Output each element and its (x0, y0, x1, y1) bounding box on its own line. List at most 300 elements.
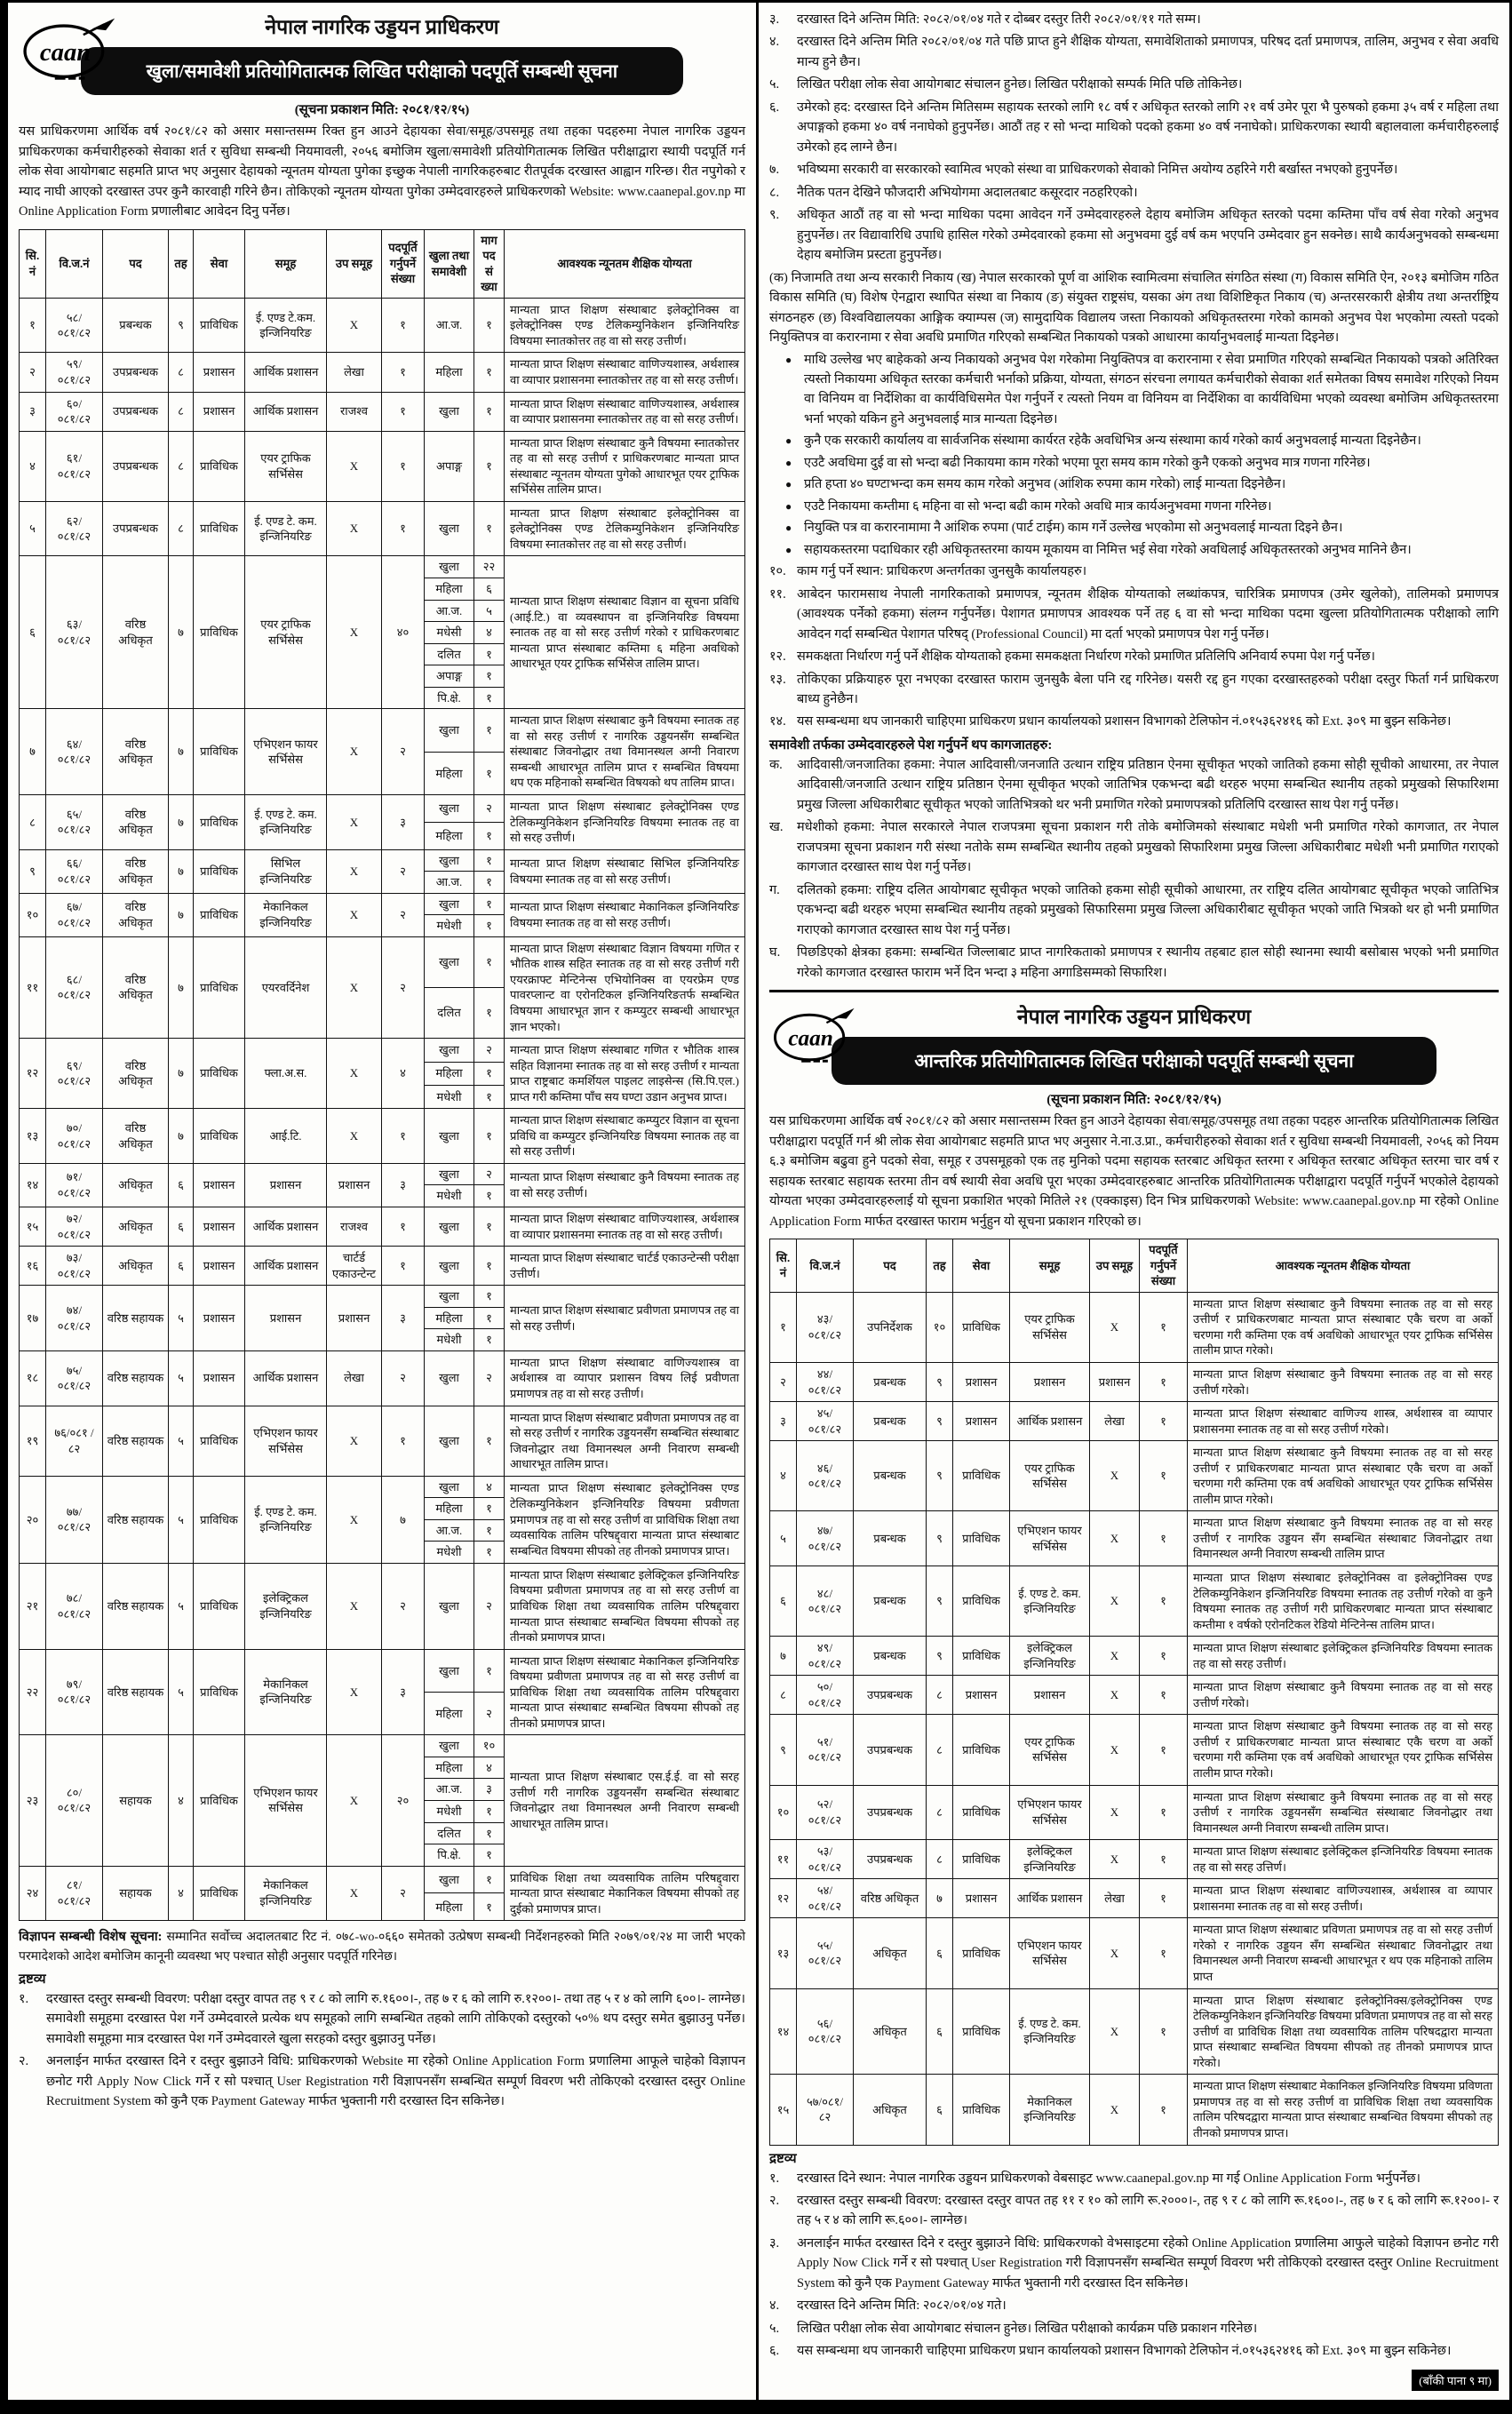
quota-count-cell: १ (474, 1207, 505, 1247)
subgroup-cell: लेखा (327, 353, 382, 392)
qualification-cell: मान्यता प्राप्त शिक्षण संस्थाबाट वाणिज्यशास्त्र, अर्थशास्त्र वा व्यापार प्रशासनमा स्नातक तह वा सो सरह उत्तीर्ण। (505, 1207, 745, 1247)
level-cell: ७ (927, 1879, 953, 1918)
note-item (769, 75, 1499, 94)
total-cell: १ (1140, 1879, 1188, 1918)
post-cell: वरिष्ठ अधिकृत (103, 709, 169, 795)
qualification-cell: मान्यता प्राप्त शिक्षण संस्थाबाट वाणिज्यशास्त्र वा अर्थशास्त्र वा व्यापार प्रशासन विषय लिई प्रवीणता प्रमाणपत्र तह वा सो सरह उत्तीर्ण। (505, 1350, 745, 1406)
group-cell: एभिएशन फायर सर्भिसेस (1010, 1511, 1090, 1566)
quota-count-cell: १ (474, 665, 505, 688)
total-cell: ४ (382, 1039, 425, 1109)
level-cell: ७ (169, 1109, 194, 1164)
org-name: नेपाल नागरिक उड्डयन प्राधिकरण (265, 16, 499, 38)
advert-no-cell: ४५/ ०८१/८२ (797, 1402, 854, 1441)
special-notice-text: सम्मानित सर्वोच्च अदालतबाट रिट नं. ०७८-wo-०६६० समेतको उत्प्रेषण सम्बन्धी निर्देशनहरुको मिति २०७९/०१/२४ मा जारी भएको परमादेशको आदेश बमोजिम कानूनी व्यवस्था भए पश्चात सोही अनुसार पदपूर्ति गरिनेछ। (19, 1931, 745, 1964)
level-cell: ९ (927, 1362, 953, 1401)
level-cell: ६ (169, 1163, 194, 1207)
service-cell: प्राविधिक (953, 1566, 1010, 1637)
sn-cell: २३ (20, 1735, 46, 1866)
level-cell: ७ (169, 709, 194, 795)
experience-bullets (769, 350, 1499, 561)
sn-cell: ११ (770, 1840, 797, 1879)
level-cell: ४ (169, 1735, 194, 1866)
level-cell: १० (927, 1292, 953, 1362)
total-cell: १ (1140, 1511, 1188, 1566)
total-cell: २ (382, 849, 425, 893)
note-number: १२. (769, 649, 786, 665)
qualification-cell: मान्यता प्राप्त शिक्षण संस्थाबाट कुनै विषयमा स्नातक तह वा सो सरह उत्तीर्ण र प्राधिकरणबाट मान्यता प्राप्त संस्थाबाट एकै चरण वा अर्को चरणमा गरी कम्तिमा एक वर्ष अवधिको आधारभूत एयर ट्राफिक सर्भिसेस तालीम प्राप्त गरेको। (1188, 1292, 1499, 1362)
column-header: पदपूर्ति गर्नुपर्ने संख्या (1140, 1239, 1188, 1293)
note-text: दरखास्त दिने अन्तिम मिति २०८२/०१/०४ गते पछि प्राप्त हुने शैक्षिक योग्यता, समावेशिताको प्रमाणपत्र, परिषद दर्ता प्रमाणपत्र, तालिम, अनुभव र सेवा अवधि मान्य हुने छैन। (797, 35, 1499, 69)
service-cell: प्राविधिक (194, 431, 245, 501)
sn-cell: १८ (20, 1350, 46, 1406)
subgroup-cell: X (327, 1039, 382, 1109)
subgroup-cell: X (1090, 1637, 1140, 1676)
quota-category-cell: आ.ज. (425, 872, 474, 894)
quota-category-cell: आ.ज. (425, 600, 474, 622)
level-cell: ५ (169, 1286, 194, 1351)
qualification-cell: मान्यता प्राप्त शिक्षण संस्थाबाट इलेक्ट्रोनिक्स वा इलेक्ट्रोनिक्स एण्ड टेलिकम्युनिकेशन इन्जिनियरिङ विषयमा स्नातकोत्तर तह वा सो सरह उत्तीर्ण। (505, 501, 745, 556)
vacancy-row (20, 1109, 745, 1164)
post-cell: प्रबन्धक (854, 1566, 927, 1637)
total-cell: ३ (382, 795, 425, 850)
service-cell: प्राविधिक (194, 849, 245, 893)
total-cell: १ (382, 431, 425, 501)
quota-category-cell: पि.क्षे. (425, 1844, 474, 1867)
qualification-cell: प्राविधिक शिक्षा तथा व्यवसायिक तालिम परिषद्द्वारा मान्यता प्राप्त संस्थाबाट मेकानिकल विषयमा सीपको तह दुईको प्रमाणपत्र प्राप्त। (505, 1866, 745, 1921)
org-name: नेपाल नागरिक उड्डयन प्राधिकरण (1016, 1006, 1252, 1029)
quota-count-cell: १ (474, 709, 505, 752)
note-item (769, 32, 1499, 72)
group-cell: ई. एण्ड टे. कम. इन्जिनियरिङ (245, 795, 327, 850)
caan-logo (20, 12, 125, 88)
advert-no-cell: ५६/ ०८१/८२ (797, 1988, 854, 2075)
qualification-cell: मान्यता प्राप्त शिक्षण संस्थाबाट कुनै विषयमा स्नातक तह वा सो सरह उत्तीर्ण गरेको। (1188, 1362, 1499, 1401)
quota-category-cell: मधेशी (425, 1329, 474, 1351)
quota-category-cell: खुला (425, 1563, 474, 1649)
advert-no-cell: ७१/ ०८१/८२ (46, 1163, 103, 1207)
vacancy-row (20, 936, 745, 987)
quota-category-cell: खुला (425, 392, 474, 431)
advert-no-cell: ६६/ ०८१/८२ (46, 849, 103, 893)
total-cell: २ (382, 709, 425, 795)
note-text: दरखास्त दिने स्थान: नेपाल नागरिक उड्डयन प्राधिकरणको वेबसाइट www.caanepal.gov.np मा गई Online Application Form भर्नुपर्नेछ। (797, 2171, 1421, 2186)
internal-notice (769, 990, 1499, 2387)
internal-notice-notes (769, 2169, 1499, 2362)
service-cell: प्राविधिक (953, 1715, 1010, 1785)
experience-bullet (785, 453, 1499, 473)
level-cell: ९ (927, 1511, 953, 1566)
advert-no-cell: ४३/ ०८१/८२ (797, 1292, 854, 1362)
group-cell: मेकानिकल इन्जिनियरिङ (245, 893, 327, 936)
advert-no-cell: ७४/ ०८१/८२ (46, 1286, 103, 1351)
quota-count-cell: ६ (474, 578, 505, 600)
quota-count-cell: २ (474, 1692, 505, 1734)
column-header: पद (103, 229, 169, 298)
note-item (769, 183, 1499, 203)
quota-count-cell: १ (474, 643, 505, 665)
qualification-cell: मान्यता प्राप्त शिक्षण संस्थाबाट वाणिज्यशास्त्र, अर्थशास्त्र वा व्यापार प्रशासनमा स्नातक तह वा सो सरह उत्तीर्ण। (1188, 1879, 1499, 1918)
total-cell: १ (382, 353, 425, 392)
level-cell: ५ (169, 1563, 194, 1649)
sn-cell: २२ (20, 1649, 46, 1735)
total-cell: १ (1140, 1362, 1188, 1401)
sn-cell: १९ (20, 1406, 46, 1476)
total-cell: १ (1140, 1840, 1188, 1879)
advert-no-cell: ४७/ ०८१/८२ (797, 1511, 854, 1566)
advert-no-cell: ६३/ ०८१/८२ (46, 556, 103, 709)
subgroup-cell: X (327, 501, 382, 556)
subgroup-cell: X (327, 1406, 382, 1476)
vacancy-row (20, 795, 745, 823)
post-cell: प्रबन्धक (854, 1637, 927, 1676)
inclusive-docs-items (769, 755, 1499, 983)
qualification-cell: मान्यता प्राप्त शिक्षण संस्थाबाट विज्ञान विषयमा गणित र भौतिक शास्त्र सहित स्नातक तह वा सो सरह उत्तीर्ण गरी एयरक्राफ्ट मेन्टिनेन्स एभियोनिक्स वा एयरफ्रेम एण्ड पावरप्लान्ट वा एरोनटिकल इन्जिनियरिङतर्फ सम्बन्धित विषयमा आधारभूत ज्ञान र कम्प्युटर सम्बन्धी आधारभूत ज्ञान भएको। (505, 936, 745, 1038)
sn-cell: १५ (20, 1207, 46, 1247)
general-notes (769, 10, 1499, 266)
quota-count-cell: १ (474, 1307, 505, 1329)
post-cell: उपप्रबन्धक (854, 1715, 927, 1785)
sn-cell: १३ (770, 1918, 797, 1988)
total-cell: १ (382, 501, 425, 556)
subgroup-cell: X (327, 1735, 382, 1866)
total-cell: १ (1140, 1402, 1188, 1441)
subgroup-cell: चार्टर्ड एकाउन्टेन्ट (327, 1247, 382, 1286)
subgroup-cell: X (1090, 1511, 1140, 1566)
note-text: दरखास्त दिने अन्तिम मिति: २०८२/०१/०४ गते। (797, 2298, 1007, 2314)
service-cell: प्राविधिक (953, 2075, 1010, 2145)
bullet-text: एउटै निकायमा कम्तीमा ६ महिना वा सो भन्दा बढी काम गरेको अवधि मात्र कार्यअनुभवमा गणना गरिनेछ। (804, 498, 1272, 514)
quota-count-cell: ४ (474, 1476, 505, 1498)
quota-category-cell: महिला (425, 1307, 474, 1329)
note-number: ७. (769, 163, 780, 178)
sn-cell: ३ (770, 1402, 797, 1441)
note-number: ख. (769, 820, 784, 835)
service-cell: प्रशासन (194, 1247, 245, 1286)
note-item (769, 98, 1499, 157)
post-cell: सहायक (103, 1866, 169, 1921)
service-cell: प्राविधिक (194, 893, 245, 936)
qualification-cell: मान्यता प्राप्त शिक्षण संस्थाबाट एस.ई.ई. वा सो सरह उत्तीर्ण गरी नागरिक उड्डयनसँग सम्बन्धित संस्थाबाट जिवनोद्धार तथा विमानस्थल अग्नी निवारण सम्बन्धी आधारभूत तालिम प्राप्त। (505, 1735, 745, 1866)
note-text: अनलाईन मार्फत दरखास्त दिने र दस्तुर बुझाउने विधि: प्राधिकरणको वेभसाइटमा रहेको Online Application प्रणालिमा आफुले चाहेको विज्ञापन छनोट गरी Apply Now Click गर्ने र सो पश्चात् User Registration गरी विज्ञापनसँग सम्बन्धित सम्पूर्ण विवरण भरी तोकिएको दरखास्त दस्तुर Online Recruitment System को कुनै एक Payment Gateway मार्फत भुक्तानी गरी दरखास्त दिन सकिनेछ। (797, 2235, 1499, 2291)
quota-category-cell: खुला (425, 709, 474, 752)
vacancy-row (770, 1292, 1499, 1362)
quota-category-cell: खुला (425, 795, 474, 823)
quota-count-cell: १ (474, 353, 505, 392)
quota-count-cell: १ (474, 1085, 505, 1108)
subgroup-cell: लेखा (1090, 1402, 1140, 1441)
note-text: यस सम्बन्धमा थप जानकारी चाहिएमा प्राधिकरण प्रधान कार्यालयको प्रशासन विभागको टेलिफोन नं.०१५३६२४१६ को Ext. ३०९ मा बुझ्न सकिनेछ। (797, 2344, 1452, 2359)
subgroup-cell: X (1090, 1715, 1140, 1785)
total-cell: १ (1140, 1441, 1188, 1511)
vacancy-row (20, 298, 745, 353)
group-cell: मेकानिकल इन्जिनियरिङ (1010, 2075, 1090, 2145)
vacancy-row (20, 556, 745, 578)
note-number: ३. (769, 12, 780, 27)
qualification-cell: मान्यता प्राप्त शिक्षण संस्थाबाट मेकानिकल इन्जिनियरिङ विषयमा प्रविणता प्रमाणपत्र तह वा सो सरह उत्तीर्ण वा प्राविधिक शिक्षा तथा व्यवसायिक तालिम परिषदद्वारा मान्यता प्राप्त संस्थाबाट सम्बन्धित विषयमा सीपको तह तीनको प्रमाणपत्र प्राप्त। (1188, 2075, 1499, 2145)
service-cell: प्राविधिक (953, 1511, 1010, 1566)
total-cell: १ (1140, 1676, 1188, 1715)
note-number: ५. (769, 77, 780, 92)
quota-category-cell: खुला (425, 1286, 474, 1308)
advert-no-cell: ७८/ ०८१/८२ (46, 1563, 103, 1649)
level-cell: ८ (927, 1785, 953, 1840)
note-text: लिखित परीक्षा लोक सेवा आयोगबाट संचालन हुनेछ। लिखित परीक्षाको कार्यक्रम पछि प्रकाशन गरिनेछ। (797, 2321, 1258, 2336)
total-cell: १ (1140, 1918, 1188, 1988)
note-number: क. (769, 757, 783, 772)
service-cell: प्राविधिक (194, 556, 245, 709)
level-cell: ८ (169, 501, 194, 556)
note-text: आबेदन फारामसाथ नेपाली नागरिकताको प्रमाणपत्र, न्यूनतम शैक्षिक योग्यताको लब्धांकपत्र, चारित्रिक प्रमाणपत्र (उमेर खुलेको), तालिमको प्रमाणपत्र (आवश्यक पर्नेको हकमा) संलग्न गर्नुपर्नेछ। पेशागत प्रमाणपत्र आवश्यक पर्ने तह ६ वा सो भन्दा माथिका पदमा खुल्ला प्रतियोगितात्मक परीक्षाको लागि आवेदन गर्दा सम्बन्धित पेशागत परिषद् (Professional Council) मा दर्ता भएको प्रमाणपत्र पेश गर्नु पर्नेछ। (797, 586, 1499, 641)
column-header: वि.ज.नं (797, 1239, 854, 1293)
note-item (19, 2052, 745, 2111)
sn-cell: १२ (20, 1039, 46, 1109)
sn-cell: ४ (20, 431, 46, 501)
special-notice-lead: विज्ञापन सम्बन्धी विशेष सूचना: (19, 1930, 163, 1945)
qualification-cell: मान्यता प्राप्त शिक्षण संस्थाबाट कुनै विषयमा स्नातक तह वा सो सरह उत्तीर्ण। (505, 1163, 745, 1207)
service-cell: प्राविधिक (953, 1918, 1010, 1988)
service-cell: प्राविधिक (194, 1039, 245, 1109)
quota-category-cell: खुला (425, 556, 474, 578)
open-vacancy-table (19, 229, 745, 1922)
sn-cell: १४ (20, 1163, 46, 1207)
level-cell: ७ (169, 556, 194, 709)
total-cell: १ (382, 1109, 425, 1164)
quota-count-cell: १ (474, 1286, 505, 1308)
post-cell: वरिष्ठ सहायक (103, 1350, 169, 1406)
bullet-text: कुनै एक सरकारी कार्यालय वा सार्वजनिक संस्थामा कार्यरत रहेकै अवधिभित्र अन्य संस्थामा कार्य गरेको कार्य अनुभवलाई मान्यता दिइनेछैन। (804, 434, 1421, 449)
total-cell: ३ (382, 1649, 425, 1735)
note-number: ग. (769, 882, 780, 897)
caan-logo (771, 1001, 863, 1071)
quota-category-cell: खुला (425, 1247, 474, 1286)
inclusive-doc-item (769, 880, 1499, 940)
bullet-text: माथि उल्लेख भए बाहेकको अन्य निकायको अनुभव पेश गरेकोमा नियुक्तिपत्र वा करारनामा र सेवा प्रमाणित गरिएको सम्बन्धित निकायको पत्रको अतिरिक्त त्यस्तो निकायमा अधिकृत स्तरका कर्मचारी भर्नाको प्रक्रिया, योग्यता, संगठन संरचना लगायत कर्मचारीको सेवाका शर्त समेतका विषय समावेश गरिएको नियम वा विनियम वा निर्देशिका वा कार्यविधिसमेत पेश गर्नुपर्ने र त्यस्तो नियम वा विनियम वा निर्देशिका वा कार्यविधिमा भएको व्यवस्था बमोजिम अधिकृतस्तरमा भर्ना भएको यकिन हुने अनुभवलाई मात्र मान्यता दिइनेछ। (804, 352, 1499, 426)
quota-count-cell: १ (474, 752, 505, 794)
sn-cell: ५ (770, 1511, 797, 1566)
qualification-cell: मान्यता प्राप्त शिक्षण संस्थाबाट मेकानिकल इन्जिनियरिङ विषयमा प्रवीणता प्रमाणपत्र तह वा सो सरह उत्तीर्ण वा प्राविधिक शिक्षा तथा व्यवसायिक तालिम परिषद्द्वारा मान्यता प्राप्त संस्थाबाट सम्बन्धित विषयमा सीपको तह तीनको प्रमाणपत्र प्राप्त। (505, 1649, 745, 1735)
post-cell: वरिष्ठ सहायक (103, 1649, 169, 1735)
quota-count-cell: १ (474, 849, 505, 872)
bullet-icon: ● (785, 353, 792, 366)
quota-category-cell: महिला (425, 578, 474, 600)
vacancy-row (770, 1441, 1499, 1511)
quota-count-cell: १ (474, 1542, 505, 1564)
quota-category-cell: खुला (425, 1207, 474, 1247)
subgroup-cell: X (327, 1866, 382, 1921)
subgroup-cell: X (327, 936, 382, 1038)
column-header: उप समूह (327, 229, 382, 298)
quota-category-cell: खुला (425, 1649, 474, 1692)
note-text: समकक्षता निर्धारण गर्नु पर्ने शैक्षिक योग्यताको हकमा समकक्षता निर्धारण गरेको प्रमाणित प्रतिलिपि अनिवार्य रुपमा पेश गर्नु पर्नेछ। (797, 649, 1376, 665)
post-cell: वरिष्ठ अधिकृत (103, 849, 169, 893)
group-cell: एभिएशन फायर सर्भिसेस (245, 1406, 327, 1476)
service-cell: प्राविधिक (953, 1637, 1010, 1676)
total-cell: ७ (382, 1476, 425, 1563)
quota-count-cell: १ (474, 1800, 505, 1822)
quota-category-cell: खुला (425, 1109, 474, 1164)
quota-category-cell: खुला (425, 849, 474, 872)
qualification-cell: मान्यता प्राप्त शिक्षण संस्थाबाट प्रविणता प्रमाणपत्र तह वा सो सरह उत्तीर्ण गरेको र नागरिक उड्डयन सँग सम्बन्धित संस्थाबाट जिवनोद्धार तथा विमानस्थल अग्नी निवारण सम्बन्धी आधारभूत र थप एक महिनाको तालिम प्राप्त (1188, 1918, 1499, 1988)
quota-category-cell: खुला (425, 1350, 474, 1406)
sn-cell: ८ (20, 795, 46, 850)
qualification-cell: मान्यता प्राप्त शिक्षण संस्थाबाट कम्प्युटर विज्ञान वा सूचना प्रविधि वा कम्प्युटर इन्जिनियरिङ विषयमा स्नातक तह वा सो सरह उत्तीर्ण। (505, 1109, 745, 1164)
note-text: दलितको हकमा: राष्ट्रिय दलित आयोगबाट सूचीकृत भएको जातिको हकमा सोही सूचीको आधारमा, तर राष्ट्रिय दलित आयोगबाट सूचीकृत भएको जातिभित्र एकभन्दा बढी थरहरु भएमा सम्बन्धित स्थानीय तहको प्रमुखको सिफारिसमा प्रमुख जिल्ला अधिकारीबाट सूचीकृत भएको जाति भित्रको थर हो भनी प्रमाणित गराएको कागजात दरखास्त साथ पेश गर्नु पर्नेछ। (797, 882, 1499, 937)
bullet-text: नियुक्ति पत्र वा करारनामामा नै आंशिक रुपमा (पार्ट टाईम) काम गर्ने उल्लेख भएकोमा सो अनुभवलाई मान्यता दिइने छैन। (804, 521, 1343, 536)
level-cell: ८ (169, 392, 194, 431)
service-cell: प्राविधिक (194, 1476, 245, 1563)
quota-count-cell: १ (474, 822, 505, 849)
subgroup-cell: प्रशासन (327, 1163, 382, 1207)
sn-cell: १ (20, 298, 46, 353)
note-item (769, 712, 1499, 731)
inclusive-doc-item (769, 755, 1499, 815)
advert-no-cell: ६७/ ०८१/८२ (46, 893, 103, 936)
sn-cell: २ (770, 1362, 797, 1401)
note-text: दरखास्त दस्तुर सम्बन्धी विवरण: दरखास्त दस्तुर वापत तह ११ र १० को लागि रू.२०००।-, तह ९ र ८ को लागि रू.१६००।-, तह ७ र ६ को लागि रू.१२००।- र तह ५ र ४ को लागि रू.६००।- लाग्नेछ। (797, 2193, 1499, 2228)
sn-cell: १४ (770, 1988, 797, 2075)
group-cell: ई. एण्ड टे. कम. इन्जिनियरिङ (1010, 1988, 1090, 2075)
sn-cell: ४ (770, 1441, 797, 1511)
advert-no-cell: ६४/ ०८१/८२ (46, 709, 103, 795)
subgroup-cell: लेखा (327, 1350, 382, 1406)
column-header: पदपूर्ति गर्नुपर्ने संख्या (382, 229, 425, 298)
vacancy-row (770, 1511, 1499, 1566)
service-cell: प्रशासन (953, 1879, 1010, 1918)
quota-category-cell: मधेशी (425, 915, 474, 937)
post-cell: वरिष्ठ सहायक (103, 1476, 169, 1563)
qualification-cell: मान्यता प्राप्त शिक्षण संस्थाबाट कुनै विषयमा स्नातक तह वा सो सरह उत्तीर्ण गरेको। (1188, 1676, 1499, 1715)
sn-cell: ११ (20, 936, 46, 1038)
vacancy-row (20, 1350, 745, 1406)
vacancy-row (20, 1476, 745, 1498)
qualification-cell: मान्यता प्राप्त शिक्षण संस्थाबाट इलेक्ट्रोनिक्स वा इलेक्ट्रोनिक्स एण्ड टेलिकम्युनिकेशन इन्जिनियरिङ विषयमा स्नातकोत्तर तह वा सो सरह उत्तीर्ण। (505, 298, 745, 353)
quota-count-cell: २ (474, 1350, 505, 1406)
service-cell: प्राविधिक (953, 1988, 1010, 2075)
total-cell: १ (382, 298, 425, 353)
advert-no-cell: ७३/ ०८१/८२ (46, 1247, 103, 1286)
note-text: मधेशीको हकमा: नेपाल सरकारले नेपाल राजपत्रमा सूचना प्रकाशन गरी तोके बमोजिमको संस्थाबाट मधेशी भनी प्रमाणित गरेको कागजात, तर नेपाल राजपत्रमा सूचना प्रकाशन गरी संस्था नतोके सम्म सम्बन्धित स्थानीय तहको प्रमुखको सिफारिशमा प्रमुख जिल्ला अधिकारीबाट मधेशी भनी प्रमाणित गराएको कागजात दरखास्त साथ पेश गर्नु पर्नेछ। (797, 820, 1499, 875)
advert-no-cell: ५८/ ०८१/८२ (46, 298, 103, 353)
level-cell: ८ (169, 353, 194, 392)
bullet-icon: ● (785, 478, 792, 491)
qualification-cell: मान्यता प्राप्त शिक्षण संस्थाबाट सिभिल इन्जिनियरिङ विषयमा स्नातक तह वा सो सरह उत्तीर्ण। (505, 849, 745, 893)
post-cell: उपप्रबन्धक (854, 1840, 927, 1879)
note-number: २. (19, 2054, 29, 2069)
note-number: ६. (769, 2344, 780, 2359)
internal-notice-intro: यस प्राधिकरणमा आर्थिक वर्ष २०८१/८२ को असार मसान्तसम्म रिक्त हुन आउने देहायका सेवा/समूह/उपसमूह तथा तहका पदहरु आन्तरिक प्रतियोगितात्मक लिखित परीक्षाद्वारा पदपूर्ति गर्न श्री लोक सेवा आयोगबाट सहमति प्राप्त भए अनुसार ने.ना.उ.प्रा., कर्मचारीहरुको सेवाका शर्त र सुविधा सम्बन्धी नियमावली, २०५६ को नियम ६.३ बमोजिम बढुवा हुने पदको सेवा, समूह र उपसमूहको एक तह मुनिको पदमा सहायक स्तरबाट अधिकृत स्तरमा र अधिकृत स्तरबाट अधिकृत स्तरमा चार वर्ष र सहायक स्तरबाट सहायक स्तरमा तीन वर्ष स्थायी सेवा अवधि पूरा भएका उम्मेदवारहरुबाट आन्तरिक प्रतियोगितात्मक परीक्षाद्वारा पदपूर्ति गर्नुपर्ने भएकोले देहायको योग्यता भएका उम्मेदवारहरुलाई यो सूचना प्रकाशित भएको मितिले २१ (एक्काइस) दिन भित्र प्राधिकरणको Website: www.caanepal.gov.np मा रहेको Online Application Form मार्फत दरखास्त फाराम भर्नुहुन यो सूचना प्रकाशन गरिएको छ। (769, 1114, 1499, 1229)
table-header-row (770, 1239, 1499, 1293)
sn-cell: २४ (20, 1866, 46, 1921)
quota-count-cell: ४ (474, 1757, 505, 1779)
inclusive-docs-heading: समावेशी तर्फका उम्मेदवारहरुले पेश गर्नुपर्ने थप कागजातहरु: (769, 737, 1053, 753)
level-cell: ८ (169, 431, 194, 501)
total-cell: ४० (382, 556, 425, 709)
publication-date: (सूचना प्रकाशन मिति: २०८१/१२/१५) (294, 103, 470, 118)
quota-category-cell: पि.क्षे. (425, 687, 474, 709)
subgroup-cell: X (1090, 1292, 1140, 1362)
note-number: ८. (769, 185, 780, 200)
advert-no-cell: ७६/०८१ /८२ (46, 1406, 103, 1476)
sn-cell: ६ (770, 1566, 797, 1637)
quota-category-cell: खुला (425, 501, 474, 556)
level-cell: ७ (169, 1039, 194, 1109)
quota-category-cell: खुला (425, 1476, 474, 1498)
total-cell: १ (1140, 1566, 1188, 1637)
note-text: लिखित परीक्षा लोक सेवा आयोगबाट संचालन हुनेछ। लिखित परीक्षाको सम्पर्क मिति पछि तोकिनेछ। (797, 77, 1243, 92)
post-cell: उपप्रबन्धक (103, 353, 169, 392)
level-cell: ७ (169, 893, 194, 936)
group-cell: एयर ट्राफिक सर्भिसेस (245, 556, 327, 709)
group-cell: प्रशासन (245, 1286, 327, 1351)
quota-count-cell: १ (474, 893, 505, 915)
service-cell: प्रशासन (953, 1362, 1010, 1401)
bullet-icon: ● (785, 543, 792, 556)
level-cell: ७ (169, 936, 194, 1038)
total-cell: २ (382, 1866, 425, 1921)
advert-no-cell: ६०/ ०८१/८२ (46, 392, 103, 431)
column-header: पद (854, 1239, 927, 1293)
quota-count-cell: १ (474, 392, 505, 431)
quota-count-cell: १ (474, 1109, 505, 1164)
advert-no-cell: ८१/ ०८१/८२ (46, 1866, 103, 1921)
level-cell: ६ (927, 1918, 953, 1988)
sn-cell: १७ (20, 1286, 46, 1351)
note-number: घ. (769, 945, 781, 960)
vacancy-row (20, 1039, 745, 1062)
note-text: काम गर्नु पर्ने स्थान: प्राधिकरण अन्तर्गतका जुनसुकै कार्यालयहरु। (797, 564, 1087, 579)
quota-count-cell: १ (474, 1329, 505, 1351)
advert-no-cell: ५२/ ०८१/८२ (797, 1785, 854, 1840)
note-text: अधिकृत आठौं तह वा सो भन्दा माथिका पदमा आवेदन गर्ने उम्मेदवारहरुले देहाय बमोजिम अधिकृत स्तरको पदमा कम्तिमा पाँच वर्ष सेवा गरेको अनुभव हुनुपर्नेछ। तर विद्यावारिधि उपाधि हासिल गरेको उम्मेदवारको हकमा सो अनुभवमा दुई वर्ष कम भएपनि उम्मेदवार हुन सक्नेछ। साथै कार्यअनुभवको सम्बन्धमा देहाय बमोजिम प्रस्टता हुनुपर्नेछ। (797, 208, 1499, 263)
open-notice-header (19, 10, 745, 118)
group-cell: इलेक्ट्रिकल इन्जिनियरिङ (245, 1563, 327, 1649)
qualification-cell: मान्यता प्राप्त शिक्षण संस्थाबाट प्रवीणता प्रमाणपत्र तह वा सो सरह उत्तीर्ण र नागरिक उड्डयनसँग सम्बन्धित संस्थाबाट जिवनोद्धार तथा विमानस्थल अग्नी निवारण सम्बन्धी आधारभूत तालिम प्राप्त। (505, 1406, 745, 1476)
quota-count-cell: २२ (474, 556, 505, 578)
group-cell: आर्थिक प्रशासन (245, 1350, 327, 1406)
vacancy-row (20, 353, 745, 392)
subgroup-cell: X (1090, 2075, 1140, 2145)
group-cell: मेकानिकल इन्जिनियरिङ (245, 1649, 327, 1735)
sn-cell: ८ (770, 1676, 797, 1715)
bullet-icon: ● (785, 434, 792, 448)
vacancy-row (770, 2075, 1499, 2145)
advert-no-cell: ६९/ ०८१/८२ (46, 1039, 103, 1109)
service-cell: प्रशासन (953, 1402, 1010, 1441)
post-cell: वरिष्ठ अधिकृत (103, 893, 169, 936)
post-cell: उपप्रबन्धक (103, 392, 169, 431)
level-cell: ९ (927, 1637, 953, 1676)
quota-category-cell: दलित (425, 643, 474, 665)
post-cell: वरिष्ठ अधिकृत (103, 556, 169, 709)
note-item (769, 2169, 1499, 2188)
service-cell: प्राविधिक (194, 298, 245, 353)
experience-bullet (785, 540, 1499, 560)
vacancy-row (20, 431, 745, 501)
qualification-cell: मान्यता प्राप्त शिक्षण संस्थाबाट कुनै विषयमा स्नातक तह वा सो सरह उत्तीर्ण र प्राधिकरणबाट मान्यता प्राप्त संस्थाबाट एकै चरण वा अर्को चरणमा गरी कम्तिमा एक वर्ष अवधिको आधारभूत एयर ट्राफिक सर्भिसेस तालीम प्राप्त गरेको। (1188, 1441, 1499, 1511)
note-item (769, 2296, 1499, 2315)
total-cell: १ (382, 1406, 425, 1476)
note-item (769, 205, 1499, 265)
column-header: सि. नं (20, 229, 46, 298)
service-cell: प्रशासन (194, 1350, 245, 1406)
sn-cell: १५ (770, 2075, 797, 2145)
note-number: ११. (769, 586, 786, 602)
subgroup-cell: X (1090, 1676, 1140, 1715)
vacancy-row (20, 501, 745, 556)
group-cell: प्रशासन (1010, 1362, 1090, 1401)
quota-count-cell: १ (474, 1844, 505, 1867)
advert-no-cell: ६५/ ०८१/८२ (46, 795, 103, 850)
